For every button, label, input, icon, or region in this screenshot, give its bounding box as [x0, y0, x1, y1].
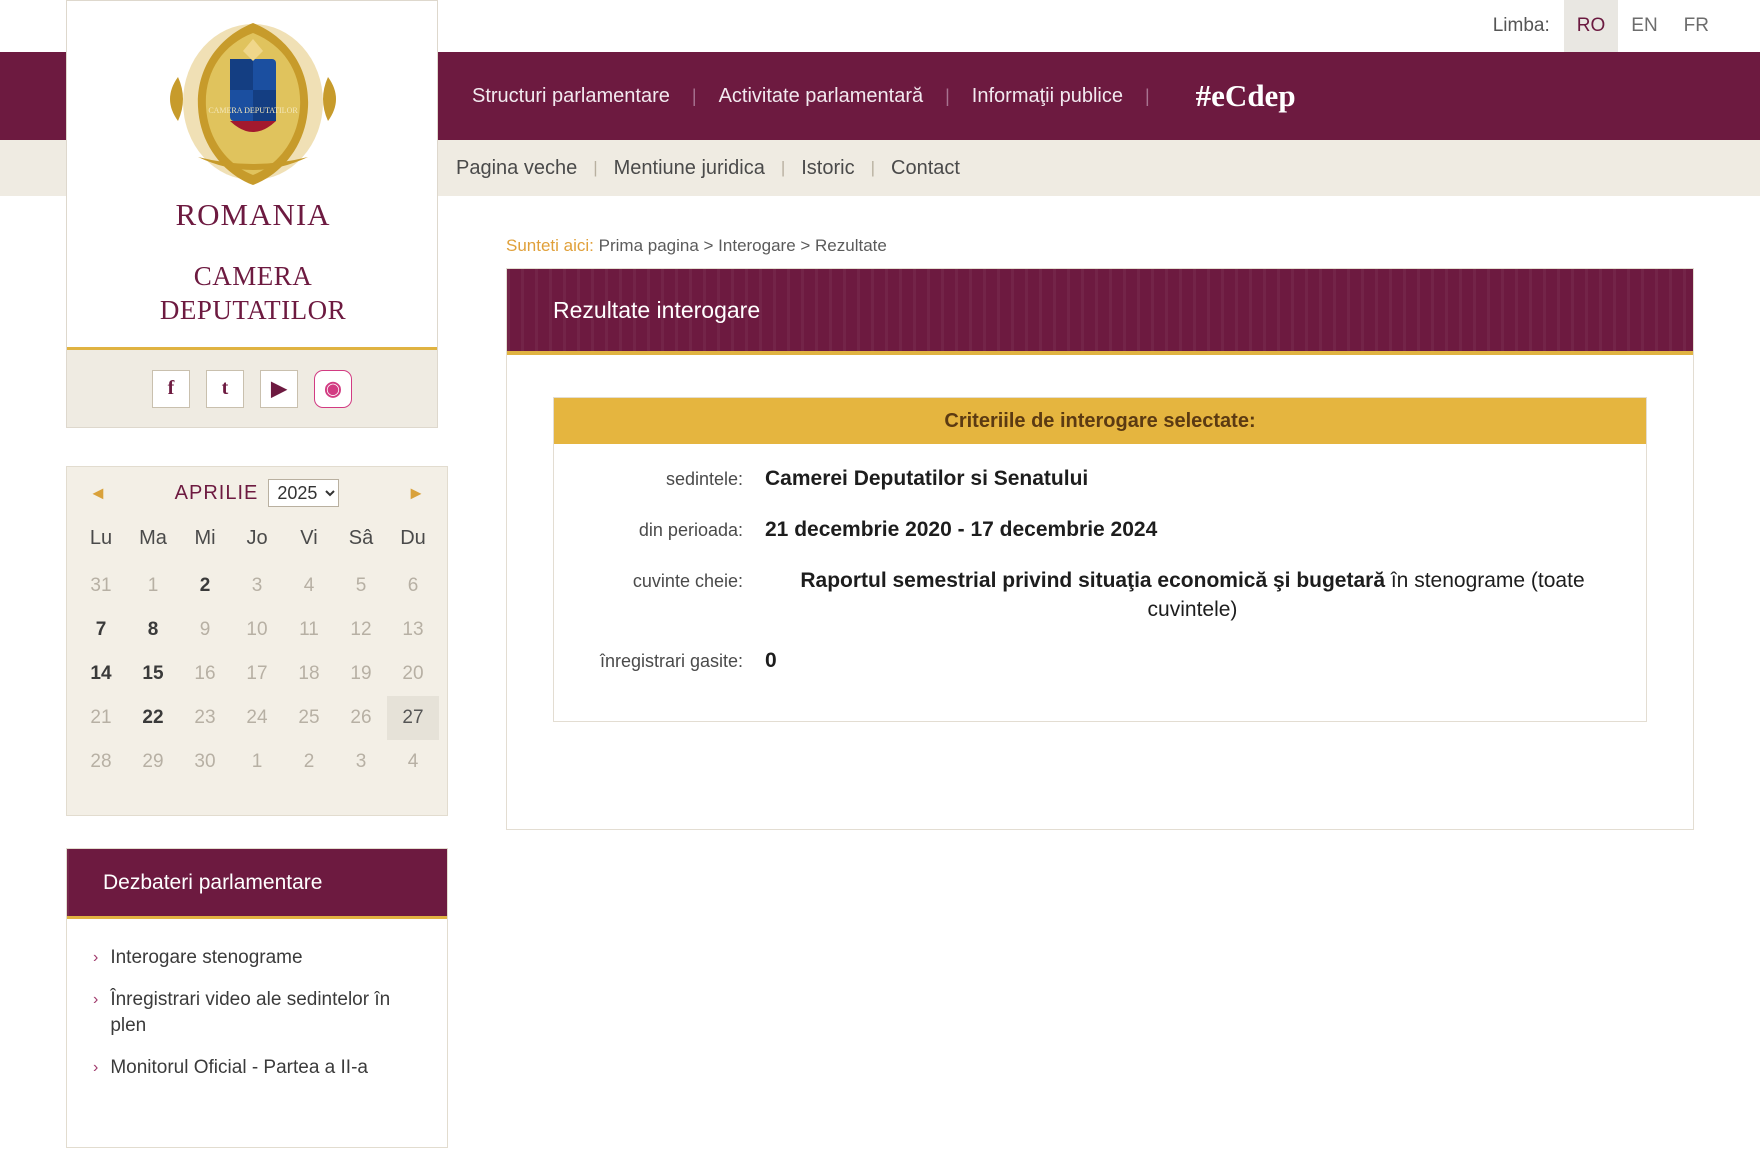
calendar-day[interactable]: 29 [142, 751, 164, 772]
calendar-day-today[interactable]: 27 [387, 696, 439, 740]
calendar-day[interactable]: 6 [407, 575, 419, 596]
calendar-day[interactable]: 26 [350, 707, 372, 728]
calendar-day[interactable]: 3 [251, 575, 263, 596]
criteria-value-count: 0 [765, 649, 777, 672]
dezbateri-item-label: Interogare stenograme [110, 947, 303, 968]
dezbateri-item-label: Monitorul Oficial - Partea a II-a [110, 1057, 368, 1078]
calendar-day[interactable]: 15 [142, 663, 164, 684]
dezbateri-item-inregistrari-video[interactable] [93, 987, 425, 1039]
calendar-dow-jo: Jo [246, 527, 268, 549]
nav-item-activitate-parlamentara[interactable]: Activitate parlamentară [718, 84, 924, 107]
svg-text:CAMERA DEPUTATILOR: CAMERA DEPUTATILOR [208, 106, 298, 115]
results-panel-title: Rezultate interogare [507, 269, 1693, 355]
subnav-item-mentiune-juridica[interactable]: Mentiune juridica [613, 156, 765, 179]
breadcrumb-trail[interactable]: Prima pagina > Interogare > Rezultate [598, 236, 887, 255]
dezbateri-parlamentare-panel [66, 848, 448, 1148]
calendar-header [67, 467, 447, 519]
language-option-ro[interactable]: RO [1564, 0, 1619, 52]
criteria-label: cuvinte cheie: [632, 571, 743, 591]
calendar-day[interactable]: 31 [90, 575, 112, 596]
calendar-day[interactable]: 5 [355, 575, 367, 596]
calendar-day[interactable]: 1 [147, 575, 159, 596]
calendar-day[interactable]: 24 [246, 707, 268, 728]
calendar-day[interactable]: 2 [199, 575, 211, 596]
social-links [67, 347, 437, 427]
language-option-en[interactable]: EN [1631, 15, 1658, 36]
calendar-day[interactable]: 9 [199, 619, 211, 640]
calendar-day[interactable]: 25 [298, 707, 320, 728]
calendar-prev-icon[interactable]: ◄ [89, 483, 107, 503]
subnav-item-contact[interactable]: Contact [891, 156, 960, 179]
nav-separator: | [1144, 85, 1150, 106]
calendar-day[interactable]: 16 [194, 663, 216, 684]
calendar-day[interactable]: 4 [407, 751, 419, 772]
subnav-item-istoric[interactable]: Istoric [801, 156, 855, 179]
calendar-day[interactable]: 14 [90, 663, 112, 684]
calendar-day[interactable]: 21 [90, 707, 112, 728]
coat-of-arms-icon [67, 7, 439, 197]
country-name: ROMANIA [175, 197, 331, 232]
youtube-icon[interactable]: ▶ [260, 370, 298, 408]
calendar-day[interactable]: 19 [350, 663, 372, 684]
breadcrumb-here-label: Sunteti aici: [506, 236, 594, 255]
criteria-label: înregistrari gasite: [599, 651, 743, 671]
results-panel [506, 268, 1694, 830]
nav-item-informatii-publice[interactable]: Informaţii publice [971, 84, 1123, 107]
calendar-day[interactable]: 30 [194, 751, 216, 772]
facebook-icon[interactable]: f [152, 370, 190, 408]
criteria-keyword-bold: Raportul semestrial privind situaţia economică şi bugetară [800, 569, 1386, 592]
calendar-dow-lu: Lu [89, 527, 113, 549]
calendar-day[interactable]: 7 [95, 619, 107, 640]
calendar-day[interactable]: 8 [147, 619, 159, 640]
subnav-separator: | [593, 158, 598, 177]
criteria-label: sedintele: [665, 469, 743, 489]
calendar-day[interactable]: 28 [90, 751, 112, 772]
criteria-value: 21 decembrie 2020 - 17 decembrie 2024 [765, 518, 1158, 541]
subnav-separator: | [780, 158, 786, 177]
institution-name-line2: DEPUTATILOR [159, 295, 347, 325]
calendar-day[interactable]: 2 [303, 751, 315, 772]
calendar-day[interactable]: 23 [194, 707, 216, 728]
calendar-day[interactable]: 10 [246, 619, 268, 640]
dezbateri-item-label: Înregistrari video ale sedintelor în plen [110, 989, 391, 1036]
calendar-day[interactable]: 13 [402, 619, 424, 640]
criteria-value [765, 566, 1620, 624]
nav-item-structuri-parlamentare[interactable]: Structuri parlamentare [472, 84, 670, 107]
dezbateri-link-list [67, 919, 447, 1081]
institution-name-line1: CAMERA [193, 261, 313, 291]
criteria-row-sedintele [580, 464, 1620, 493]
chevron-right-icon: › [93, 949, 99, 966]
criteria-row-perioada [580, 515, 1620, 544]
language-option-fr[interactable]: FR [1683, 15, 1709, 36]
calendar-next-icon[interactable]: ► [407, 483, 425, 503]
criteria-row-inregistrari-gasite [580, 646, 1620, 675]
breadcrumb [506, 236, 887, 256]
calendar-dow-ma: Ma [139, 527, 167, 549]
calendar-day[interactable]: 3 [355, 751, 367, 772]
site-logo-card[interactable] [66, 0, 438, 428]
ecdep-brand[interactable]: #eCdep [1195, 78, 1296, 113]
calendar-dow-du: Du [400, 527, 426, 549]
institution-name [67, 259, 439, 327]
calendar-day[interactable]: 4 [303, 575, 315, 596]
calendar-month-label: APRILIE [174, 481, 259, 504]
criteria-row-cuvinte-cheie [580, 566, 1620, 624]
calendar-grid [67, 519, 447, 784]
dezbateri-item-interogare-stenograme[interactable] [93, 945, 425, 971]
calendar-widget [66, 466, 448, 816]
criteria-box [553, 397, 1647, 722]
subnav-item-pagina-veche[interactable]: Pagina veche [456, 156, 578, 179]
nav-separator: | [945, 85, 950, 106]
dezbateri-panel-title: Dezbateri parlamentare [67, 849, 447, 919]
calendar-day[interactable]: 20 [402, 663, 424, 684]
criteria-title: Criteriile de interogare selectate: [554, 398, 1646, 444]
criteria-label: din perioada: [638, 520, 743, 540]
calendar-day[interactable]: 17 [246, 663, 268, 684]
criteria-keyword-note: în stenograme (toate cuvintele) [1147, 569, 1585, 621]
calendar-dow-mi: Mi [194, 527, 216, 549]
calendar-day[interactable]: 1 [251, 751, 263, 772]
calendar-day[interactable]: 12 [350, 619, 372, 640]
chevron-right-icon: › [93, 1059, 99, 1076]
calendar-day[interactable]: 22 [142, 707, 164, 728]
language-label: Limba: [1492, 15, 1550, 36]
chevron-right-icon: › [93, 991, 99, 1008]
twitter-icon[interactable]: t [206, 370, 244, 408]
calendar-day[interactable]: 18 [298, 663, 320, 684]
calendar-day[interactable]: 11 [299, 619, 319, 640]
calendar-dow-sa: Sâ [348, 527, 374, 549]
nav-separator: | [691, 85, 697, 106]
language-switcher [1493, 0, 1722, 52]
dezbateri-item-monitorul-oficial[interactable] [93, 1055, 425, 1081]
calendar-year-select[interactable] [268, 479, 339, 507]
instagram-icon[interactable]: ◉ [314, 370, 352, 408]
calendar-dow-vi: Vi [300, 527, 318, 549]
criteria-value: Camerei Deputatilor si Senatului [765, 467, 1089, 490]
criteria-rows [554, 444, 1646, 721]
subnav-separator: | [870, 158, 876, 177]
